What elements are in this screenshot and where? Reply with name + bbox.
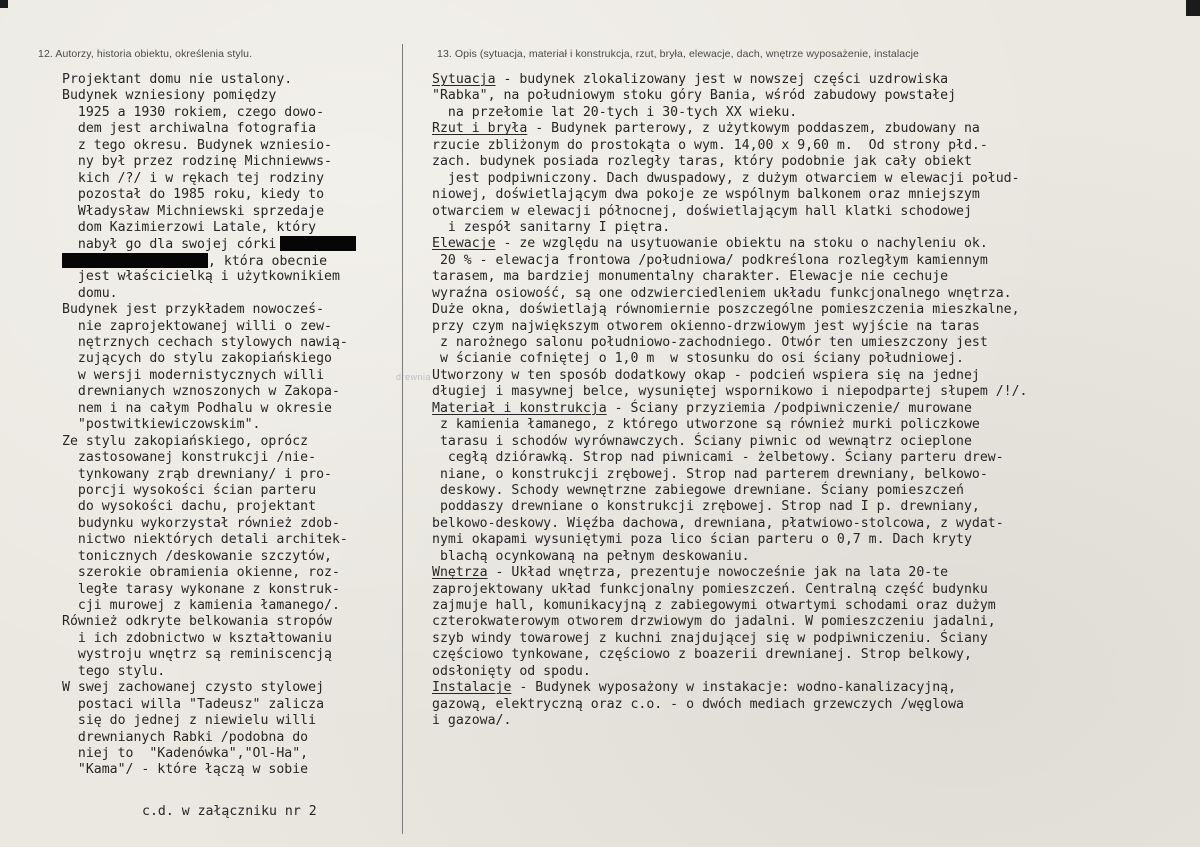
history-line [62,253,356,269]
section-line: odsłonięty od spodu. [432,663,591,679]
right-column-heading: 13. Opis (sytuacja, materiał i konstrukcja, rzut, bryła, elewacje, dach, wnętrze wyposażenie, instalacje [437,48,919,60]
section-line: tarasem, ma bardziej monumentalny charakter. Elewacje nie cechuje [432,269,949,285]
section-line: jest podpiwniczony. Dach dwuspadowy, z dużym otwarciem w elewacji połud- [432,170,1020,186]
column-divider [402,44,403,834]
history-line: niej to "Kadenówka","Ol-Ha", [62,745,309,761]
section-line: Utworzony w ten sposób dodatkowy okap - podcień wspiera się na jednej [432,367,980,383]
history-line: pozostał do 1985 roku, kiedy to [62,187,325,203]
history-line: nie zaprojektowanej willi o zew- [62,318,332,334]
section-heading: Materiał i konstrukcja [432,400,607,416]
section-line: rzucie zbliżonym do prostokąta o wym. 14,00 x 9,60 m. Od strony płd.- [432,137,988,153]
history-line: Również odkryte belkowania stropów [62,614,332,630]
section-line-text: - Budynek parterowy, z użytkowym poddaszem, zbudowany na [527,121,980,137]
history-line: Budynek jest przykładem nowocześ- [62,302,325,318]
section-line: i gazowa/. [432,713,512,729]
section-line: zach. budynek posiada rozległy taras, który podobnie jak cały obiekt [432,154,972,170]
history-text [62,72,356,779]
section-heading: Rzut i bryła [432,121,528,137]
history-line: domu. [62,285,118,301]
watermark-text: drewnia [396,372,432,382]
redacted-line-suffix: , która obecnie [208,253,328,269]
history-line: 1925 a 1930 rokiem, czego dowo- [62,104,325,120]
history-line: do wysokości dachu, projektant [62,499,317,515]
section-line-text: - budynek zlokalizowany jest w nowszej części uzdrowiska [495,72,949,87]
section-line: blachą ocynkowaną na pełnym deskowaniu. [432,548,750,564]
history-line: drewnianych wznoszonych w Zakopa- [62,384,340,400]
section-line: 20 % - elewacja frontowa /południowa/ podkreślona rozległym kamiennym [432,252,988,268]
history-line: nętrznych cechach stylowych nawią- [62,335,348,350]
section-heading: Wnętrza [432,565,488,581]
section-first-line [432,401,1027,417]
section-line: i zespół sanitarny I piętra. [432,219,671,235]
history-line: "postwitkiewiczowskim". [62,417,261,433]
section-first-line [432,121,1027,137]
section-line: przy czym największym otworem okienno-drzwiowym jest wyjście na taras [432,318,980,334]
history-line: kich /?/ i w rękach tej rodziny [62,170,325,186]
history-line: budynku wykorzystał również zdob- [62,515,340,531]
section-heading: Instalacje [432,680,512,696]
section-line: deskowy. Schody wewnętrzne zabiegowe drewniane. Ściany pomieszczeń [432,482,964,498]
history-line: Ze stylu zakopiańskiego, oprócz [62,433,309,449]
section-line-text: - Układ wnętrza, prezentuje nowocześnie jak na lata 20-te [487,565,949,581]
description-text [432,72,1027,730]
redaction-bar [62,253,208,268]
history-line: szerokie obramienia okienne, roz- [62,565,340,581]
history-line: porcji wysokości ścian parteru [62,482,317,498]
history-line: i ich zdobnictwo w kształtowaniu [62,630,332,646]
section-line: "Rabka", na południowym stoku góry Bania, wśród zabudowy powstałej [432,88,957,104]
section-line: z kamienia łamanego, z którego utworzone są również murki policzkowe [432,417,980,433]
section-line: niane, o konstrukcji zrębowej. Strop nad parterem drewniany, belkowo- [432,466,988,482]
history-line: drewnianych Rabki /podobna do [62,729,309,745]
registration-mark-top-left [0,0,8,8]
history-line: Budynek wzniesiony pomiędzy [62,88,277,104]
history-line: nabył go dla swojej córki [62,236,356,252]
section-line-text: - ze względu na usytuowanie obiektu na stoku o nachyleniu ok. [495,236,988,252]
section-line: na przełomie lat 20-tych i 30-tych XX wieku. [432,104,798,120]
section-line: wyraźna osiowość, są one odzwierciedleniem układu funkcjonalnego wnętrza. [432,285,1012,301]
redaction-bar [280,236,356,251]
section-line: niowej, doświetlającym dwa pokoje ze wspólnym balkonem oraz mniejszym [432,187,980,203]
section-line: z narożnego salonu południowo-zachodniego. Otwór ten umieszczony jest [432,335,988,350]
section-heading: Elewacje [432,236,496,252]
history-line: tynkowany zrąb drewniany/ i pro- [62,466,332,482]
continuation-note: c.d. w załączniku nr 2 [142,804,317,819]
section-heading: Sytuacja [432,72,496,87]
section-line: czterokwaterowym otworem drzwiowym do jadalni. W pomieszczeniu jadalni, [432,614,996,630]
section-line: nymi okapami wysuniętymi poza lico ścian parteru o 0,7 m. Dach kryty [432,532,972,548]
section-line: zaprojektowany układ funkcjonalny pomieszczeń. Centralną część budynku [432,581,988,597]
section-line: cegłą dziórawką. Strop nad piwnicami - żelbetowy. Ściany parteru drew- [432,450,1004,466]
section-line: gazową, elektryczną oraz c.o. - o dwóch mediach grzewczych /węglowa [432,696,964,712]
history-line: Władysław Michniewski sprzedaje [62,203,325,219]
history-line: postaci willa "Tadeusz" zalicza [62,696,325,712]
section-line: poddaszy drewniane o konstrukcji zrębowej. Strop nad I p. drewniany, [432,499,980,515]
history-line: zujących do stylu zakopiańskiego [62,351,332,367]
history-line: Projektant domu nie ustalony. [62,72,293,87]
section-line: Duże okna, doświetlają równomiernie poszczególne pomieszczenia mieszkalne, [432,302,1020,318]
section-line: otwarciem w elewacji północnej, doświetlającym hall klatki schodowej [432,203,972,219]
section-line: tarasu i schodów wyrównawczych. Ściany piwnic od wewnątrz ocieplone [432,433,972,449]
section-first-line [432,680,1027,696]
history-line: "Kama"/ - które łączą w sobie [62,762,309,778]
left-column-heading: 12. Autorzy, historia obiektu, określenia stylu. [38,48,253,60]
history-line: cji murowej z kamienia łamanego/. [62,598,340,613]
section-line: belkowo-deskowy. Więźba dachowa, drewniana, płatwiowo-stolcowa, z wydat- [432,515,1004,531]
history-line: zastosowanej konstrukcji /nie- [62,450,317,466]
history-line: jest właścicielką i użytkownikiem [62,269,340,285]
history-line: z tego okresu. Budynek wzniesio- [62,137,332,153]
history-line: wystroju wnętrz są reminiscencją [62,647,332,663]
section-line: zajmuje hall, komunikacyjną z zabiegowymi otwartymi schodami oraz dużym [432,598,996,613]
history-line: w wersji modernistycznych willi [62,367,325,383]
section-line: długiej i masywnej belce, wysuniętej wspornikowo i niepodpartej słupem /!/. [432,384,1028,400]
section-line: częściowo tynkowane, częściowo z boazerii drewnianej. Strop belkowy, [432,647,972,663]
section-line: szyb windy towarowej z kuchni znajdującej się w podpiwniczeniu. Ściany [432,630,988,646]
history-line: tonicznych /deskowanie szczytów, [62,548,332,564]
section-first-line [432,72,1027,88]
registration-mark-top-right [1186,0,1200,16]
history-line: dom Kazimierzowi Latale, który [62,219,317,235]
history-line: nem i na całym Podhalu w okresie [62,400,332,416]
history-line: ny był przez rodzinę Michniewws- [62,154,332,170]
section-line-text: - Ściany przyziemia /podpiwniczenie/ murowane [606,400,972,416]
section-first-line [432,565,1027,581]
history-line: ległe tarasy wykonane z konstruk- [62,581,340,597]
section-line: w ścianie cofniętej o 1,0 m w stosunku do osi ściany południowej. [432,351,964,367]
history-line: nictwo niektórych detali architek- [62,532,348,548]
section-first-line [432,236,1027,252]
history-line: tego stylu. [62,663,166,679]
history-line: W swej zachowanej czysto stylowej [62,680,325,696]
history-line: się do jednej z niewielu willi [62,713,317,729]
history-line: dem jest archiwalna fotografia [62,121,317,137]
section-line-text: - Budynek wyposażony w instakacje: wodno-kanalizacyjną, [511,680,957,696]
